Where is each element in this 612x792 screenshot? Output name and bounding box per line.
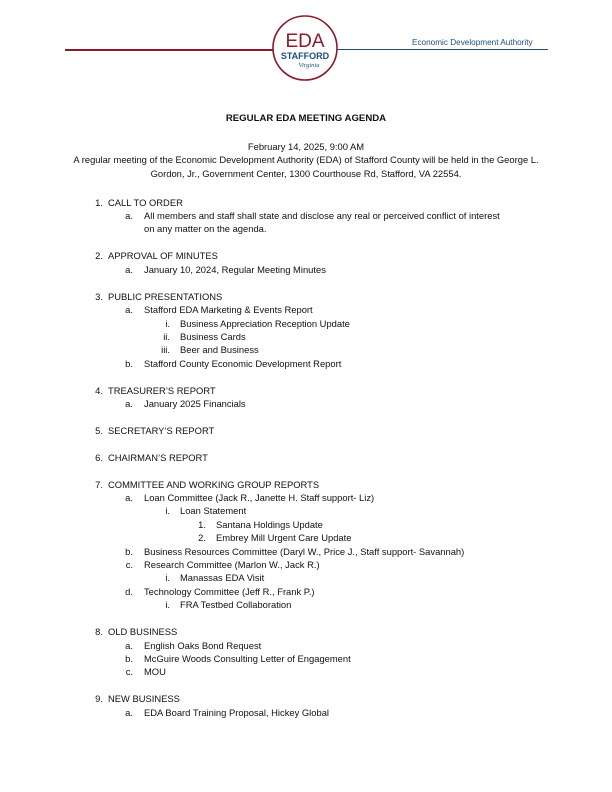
agenda-item-number: d. [125,586,133,597]
agenda-item-text: English Oaks Bond Request [144,640,262,651]
agenda-item-text: CALL TO ORDER [108,197,183,208]
agenda-item-text: OLD BUSINESS [108,626,178,637]
agenda-item-number: 1. [95,197,103,208]
agenda-item-text: January 2025 Financials [144,398,246,409]
agenda-item-number: ii. [163,331,170,342]
agenda-item-number: a. [125,492,133,503]
agenda-item-text: January 10, 2024, Regular Meeting Minutes [144,264,326,275]
agenda-item-number: a. [125,640,133,651]
agenda-item-text: on any matter on the agenda. [144,223,267,234]
agenda-item-text: Business Cards [180,331,246,342]
agenda-item-text: Research Committee (Marlon W., Jack R.) [144,559,320,570]
agenda-item-number: 2. [198,532,206,543]
agenda-item-text: TREASURER’S REPORT [108,385,216,396]
agenda-title: REGULAR EDA MEETING AGENDA [225,113,387,124]
agenda-item-text: Manassas EDA Visit [180,572,265,583]
agenda-item-number: 1. [198,519,206,530]
agenda-item-text: FRA Testbed Collaboration [180,599,292,610]
letterhead-tagline: Economic Development Authority [412,38,533,47]
letterhead-rule-left [65,49,280,51]
agenda-item-text: Loan Committee (Jack R., Janette H. Staff support- Liz) [144,492,375,503]
eda-logo [271,14,339,82]
agenda-item-text: Stafford County Economic Development Report [144,358,342,369]
logo-main-text: EDA [285,31,325,52]
agenda-item-text: COMMITTEE AND WORKING GROUP REPORTS [108,479,320,490]
logo-script-text: Virginia [298,62,320,69]
agenda-item-text: EDA Board Training Proposal, Hickey Global [144,707,329,718]
agenda-item-number: a. [125,398,133,409]
agenda-item-number: i. [165,572,170,583]
letterhead-rule-right [336,49,548,50]
agenda-item-number: c. [125,666,133,677]
agenda-item-number: a. [125,264,133,275]
agenda-item-number: 4. [95,385,103,396]
agenda-item-text: Santana Holdings Update [216,519,323,530]
agenda-item-number: a. [125,707,133,718]
meeting-date-time: February 14, 2025, 9:00 AM [247,141,365,152]
agenda-item-number: b. [125,653,133,664]
agenda-item-number: a. [125,210,133,221]
meeting-intro-paragraph: A regular meeting of the Economic Development Authority (EDA) of Stafford County will be held in the George L. Gordon, Jr., Government Center, 1300 Courthouse Rd, Stafford, VA 22554. [73,154,539,179]
agenda-item-number: i. [165,318,170,329]
agenda-item-text: Loan Statement [180,505,247,516]
agenda-item-text: APPROVAL OF MINUTES [108,250,218,261]
agenda-item-text: PUBLIC PRESENTATIONS [108,291,223,302]
agenda-item-text: Business Resources Committee (Daryl W., Price J., Staff support- Savannah) [144,546,465,557]
agenda-item-number: i. [165,505,170,516]
agenda-item-text: Beer and Business [180,344,259,355]
agenda-item-text: NEW BUSINESS [108,693,180,704]
agenda-item-number: 8. [95,626,103,637]
agenda-item-number: 5. [95,425,103,436]
agenda-item-number: 7. [95,479,103,490]
agenda-item-number: 6. [95,452,103,463]
logo-sub-text: STAFFORD [280,51,330,61]
agenda-item-text: MOU [144,666,166,677]
agenda-item-number: 2. [95,250,103,261]
agenda-item-number: c. [125,559,133,570]
agenda-item-number: 9. [95,693,103,704]
agenda-item-number: a. [125,304,133,315]
agenda-item-text: Technology Committee (Jeff R., Frank P.) [144,586,315,597]
agenda-item-text: Business Appreciation Reception Update [180,318,350,329]
agenda-item-text: All members and staff shall state and disclose any real or perceived conflict of interest [144,210,500,221]
agenda-item-number: i. [165,599,170,610]
agenda-item-text: Embrey Mill Urgent Care Update [216,532,352,543]
agenda-item-number: iii. [161,344,170,355]
agenda-item-text: Stafford EDA Marketing & Events Report [144,304,313,315]
agenda-item-number: 3. [95,291,103,302]
agenda-item-text: McGuire Woods Consulting Letter of Engagement [144,653,351,664]
agenda-item-text: CHAIRMAN’S REPORT [108,452,208,463]
agenda-item-number: b. [125,546,133,557]
letterhead [0,0,612,80]
agenda-item-number: b. [125,358,133,369]
agenda-item-text: SECRETARY’S REPORT [108,425,215,436]
